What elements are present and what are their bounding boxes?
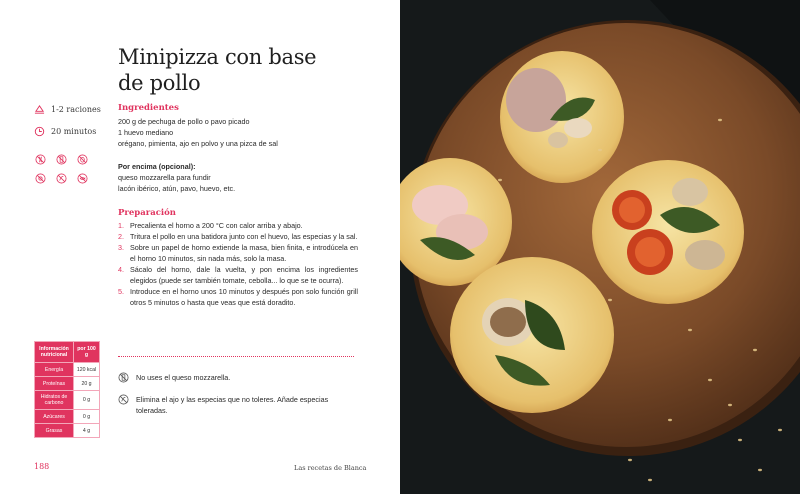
topping-heading: Por encima (opcional): bbox=[118, 162, 196, 171]
title-line-1: Minipizza con base bbox=[118, 45, 317, 69]
topping-block bbox=[118, 161, 358, 194]
nutrition-row bbox=[35, 377, 100, 391]
minipizza-illustration bbox=[400, 0, 800, 494]
nutrition-label: Azúcares bbox=[35, 410, 74, 424]
no-spice-icon bbox=[56, 171, 67, 182]
nutrition-value: 120 kcal bbox=[74, 363, 100, 377]
ingredients-list bbox=[118, 116, 358, 149]
food-photo bbox=[400, 0, 800, 494]
step-item bbox=[118, 286, 358, 308]
step-text: Tritura el pollo en una batidora junto con el huevo, las especias y la sal. bbox=[130, 232, 358, 241]
note-no-dairy bbox=[118, 372, 354, 383]
pizza-tomato bbox=[592, 160, 744, 304]
nutrition-row bbox=[35, 363, 100, 377]
ingredient-line: 1 huevo mediano bbox=[118, 128, 174, 137]
time-text: 20 minutos bbox=[51, 127, 97, 136]
nutrition-header-label: Información nutricional bbox=[35, 342, 74, 363]
page-number: 188 bbox=[34, 462, 50, 471]
ingredient-line: orégano, pimienta, ajo en polvo y una pizca de sal bbox=[118, 139, 278, 148]
topping-line: lacón ibérico, atún, pavo, huevo, etc. bbox=[118, 184, 236, 193]
title-line-2: de pollo bbox=[118, 71, 201, 95]
clock-icon bbox=[34, 126, 45, 137]
step-text: Precalienta el horno a 200 °C con calor arriba y abajo. bbox=[130, 221, 303, 230]
step-number: 3. bbox=[118, 243, 124, 252]
preparation-steps bbox=[118, 220, 358, 308]
servings-text: 1-2 raciones bbox=[51, 105, 101, 114]
pizza-tuna bbox=[500, 51, 624, 183]
no-egg-icon bbox=[77, 152, 88, 163]
nutrition-value: 0 g bbox=[74, 391, 100, 410]
nutrition-label: Grasas bbox=[35, 424, 74, 438]
nutrition-row bbox=[35, 410, 100, 424]
ingredients-heading: Ingredientes bbox=[118, 103, 179, 113]
note-text: Elimina el ajo y las especias que no toleres. Añade especias toleradas. bbox=[136, 395, 329, 415]
note-text: No uses el queso mozzarella. bbox=[136, 373, 231, 382]
step-text: Introduce en el horno unos 10 minutos y después pon solo función grill otros 5 minutos o hasta que veas que está doradito. bbox=[130, 287, 358, 307]
no-fish-icon bbox=[77, 171, 88, 182]
recipe-title bbox=[118, 44, 378, 96]
servings-icon bbox=[34, 104, 45, 115]
topping-line: queso mozzarella para fundir bbox=[118, 173, 211, 182]
no-nuts-icon bbox=[35, 171, 46, 182]
nutrition-row bbox=[35, 391, 100, 410]
nutrition-label: Hidratos de carbono bbox=[35, 391, 74, 410]
nutrition-header-value: por 100 g bbox=[74, 342, 100, 363]
step-item bbox=[118, 220, 358, 231]
dotted-divider bbox=[118, 356, 354, 357]
nutrition-label: Proteínas bbox=[35, 377, 74, 391]
step-item bbox=[118, 231, 358, 242]
nutrition-row bbox=[35, 424, 100, 438]
no-spice-icon bbox=[118, 394, 129, 405]
step-number: 1. bbox=[118, 221, 124, 230]
time-meta bbox=[34, 126, 96, 137]
step-number: 5. bbox=[118, 287, 124, 296]
nutrition-value: 4 g bbox=[74, 424, 100, 438]
step-number: 4. bbox=[118, 265, 124, 274]
step-number: 2. bbox=[118, 232, 124, 241]
preparation-heading: Preparación bbox=[118, 208, 176, 218]
step-item bbox=[118, 264, 358, 286]
note-no-spice bbox=[118, 394, 354, 416]
no-gluten-icon bbox=[35, 152, 46, 163]
servings-meta bbox=[34, 104, 101, 115]
nutrition-value: 0 g bbox=[74, 410, 100, 424]
no-dairy-icon bbox=[118, 372, 129, 383]
nutrition-label: Energía bbox=[35, 363, 74, 377]
running-head: Las recetas de Blanca bbox=[294, 464, 367, 472]
allergen-icon-grid bbox=[35, 152, 89, 182]
no-dairy-icon bbox=[56, 152, 67, 163]
step-text: Sácalo del horno, dale la vuelta, y pon encima los ingredientes elegidos (puede ser también tomate, cebolla... lo que se te ocurra). bbox=[130, 265, 358, 285]
nutrition-value: 20 g bbox=[74, 377, 100, 391]
nutrition-table bbox=[34, 341, 100, 438]
ingredient-line: 200 g de pechuga de pollo o pavo picado bbox=[118, 117, 250, 126]
step-text: Sobre un papel de horno extiende la masa, bien finita, e introdúcela en el horno 10 minutos, sin nada más, solo la masa. bbox=[130, 243, 358, 263]
pizza-mushroom bbox=[450, 257, 614, 413]
step-item bbox=[118, 242, 358, 264]
